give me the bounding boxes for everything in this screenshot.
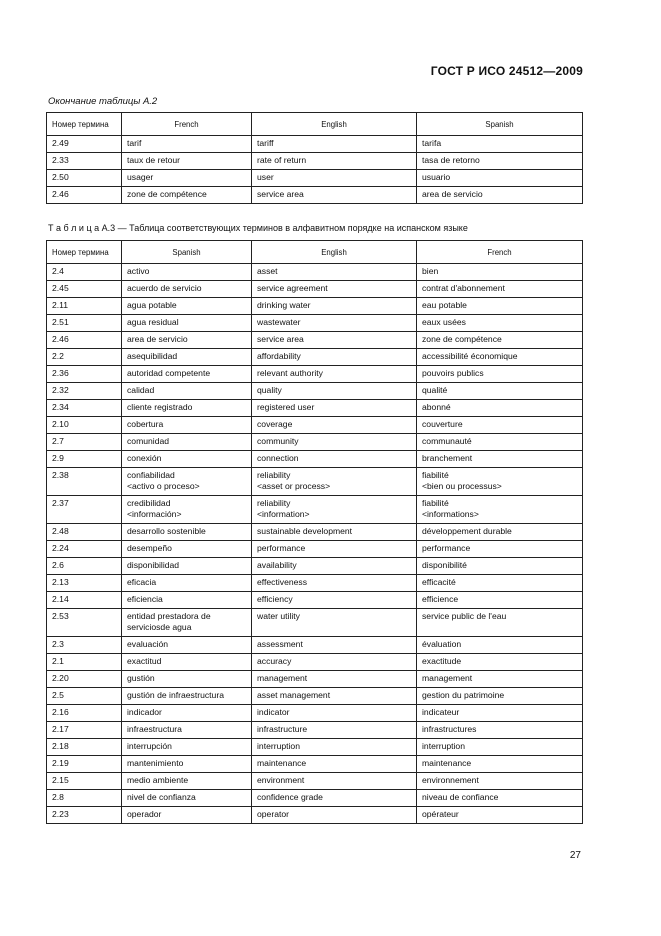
table-cell: efficience xyxy=(417,592,583,609)
table-row xyxy=(47,705,583,722)
table-row xyxy=(47,315,583,332)
table-cell: drinking water xyxy=(252,298,417,315)
table-row xyxy=(47,400,583,417)
table-cell: 2.1 xyxy=(47,654,122,671)
table-cell: 2.32 xyxy=(47,383,122,400)
table-cell: 2.7 xyxy=(47,434,122,451)
table-row xyxy=(47,298,583,315)
table-cell: operator xyxy=(252,807,417,824)
table-row xyxy=(47,592,583,609)
table-cell: rate of return xyxy=(252,153,417,170)
table-cell: conexión xyxy=(122,451,252,468)
table-cell: wastewater xyxy=(252,315,417,332)
table-cell: water utility xyxy=(252,609,417,637)
table-cell: accuracy xyxy=(252,654,417,671)
table-cell: 2.19 xyxy=(47,756,122,773)
table-cell: 2.34 xyxy=(47,400,122,417)
table-cell: 2.6 xyxy=(47,558,122,575)
table-cell: cobertura xyxy=(122,417,252,434)
table-row xyxy=(47,637,583,654)
table-row xyxy=(47,136,583,153)
table-cell: efficacité xyxy=(417,575,583,592)
table-cell: availability xyxy=(252,558,417,575)
table-cell: 2.38 xyxy=(47,468,122,496)
table-cell: entidad prestadora de serviciosde agua xyxy=(122,609,252,637)
table-cell: desempeño xyxy=(122,541,252,558)
table-cell: eficiencia xyxy=(122,592,252,609)
table-cell: 2.13 xyxy=(47,575,122,592)
table-cell: area de servicio xyxy=(122,332,252,349)
column-header: Номер термина xyxy=(47,113,122,136)
table-cell: communauté xyxy=(417,434,583,451)
table-cell: 2.36 xyxy=(47,366,122,383)
table-row xyxy=(47,688,583,705)
table-cell: asequibilidad xyxy=(122,349,252,366)
table-cell: connection xyxy=(252,451,417,468)
table-cell: coverage xyxy=(252,417,417,434)
table-cell: zone de compétence xyxy=(122,187,252,204)
table-cell: tasa de retorno xyxy=(417,153,583,170)
table-row xyxy=(47,541,583,558)
table-cell: 2.4 xyxy=(47,264,122,281)
table-cell: user xyxy=(252,170,417,187)
table-cell: tarifa xyxy=(417,136,583,153)
table-cell: assessment xyxy=(252,637,417,654)
table-row xyxy=(47,349,583,366)
column-header: French xyxy=(417,241,583,264)
table-cell: autoridad competente xyxy=(122,366,252,383)
table-row xyxy=(47,524,583,541)
column-header: Номер термина xyxy=(47,241,122,264)
table-cell: management xyxy=(417,671,583,688)
table-cell: asset xyxy=(252,264,417,281)
table-cell: 2.46 xyxy=(47,332,122,349)
table-cell: gustión xyxy=(122,671,252,688)
table-cell: disponibilidad xyxy=(122,558,252,575)
table-cell: service area xyxy=(252,332,417,349)
table-row xyxy=(47,187,583,204)
table-cell: credibilidad <información> xyxy=(122,496,252,524)
table-cell: taux de retour xyxy=(122,153,252,170)
table-cell: 2.5 xyxy=(47,688,122,705)
table-row xyxy=(47,434,583,451)
table-cell: niveau de confiance xyxy=(417,790,583,807)
table-cell: cliente registrado xyxy=(122,400,252,417)
table-cell: interruption xyxy=(417,739,583,756)
table-cell: efficiency xyxy=(252,592,417,609)
table-row xyxy=(47,575,583,592)
table1-caption: Окончание таблицы А.2 xyxy=(48,96,158,107)
table-row xyxy=(47,722,583,739)
table1-header-row xyxy=(47,113,583,136)
table-cell: 2.15 xyxy=(47,773,122,790)
table-cell: performance xyxy=(252,541,417,558)
table-row xyxy=(47,739,583,756)
table-cell: développement durable xyxy=(417,524,583,541)
column-header: Spanish xyxy=(417,113,583,136)
table-row xyxy=(47,773,583,790)
table-cell: disponibilité xyxy=(417,558,583,575)
table-row xyxy=(47,153,583,170)
table-cell: quality xyxy=(252,383,417,400)
table-cell: 2.3 xyxy=(47,637,122,654)
table-cell: nivel de confianza xyxy=(122,790,252,807)
table-cell: eau potable xyxy=(417,298,583,315)
table-cell: infrastructures xyxy=(417,722,583,739)
table-cell: usuario xyxy=(417,170,583,187)
table2-caption: Т а б л и ц а А.3 — Таблица соответствующих терминов в алфавитном порядке на испанском языке xyxy=(48,223,468,233)
table-cell: service area xyxy=(252,187,417,204)
table-cell: 2.18 xyxy=(47,739,122,756)
table-cell: zone de compétence xyxy=(417,332,583,349)
table-row xyxy=(47,281,583,298)
table-cell: 2.49 xyxy=(47,136,122,153)
table-row xyxy=(47,468,583,496)
table-cell: fiabilité <informations> xyxy=(417,496,583,524)
table-row xyxy=(47,807,583,824)
table-cell: agua residual xyxy=(122,315,252,332)
table-cell: indicator xyxy=(252,705,417,722)
table-cell: 2.45 xyxy=(47,281,122,298)
table-cell: comunidad xyxy=(122,434,252,451)
table-cell: medio ambiente xyxy=(122,773,252,790)
table-cell: sustainable development xyxy=(252,524,417,541)
table-cell: maintenance xyxy=(417,756,583,773)
table-cell: indicateur xyxy=(417,705,583,722)
table-cell: 2.9 xyxy=(47,451,122,468)
page-number: 27 xyxy=(569,850,581,861)
table-cell: area de servicio xyxy=(417,187,583,204)
table2 xyxy=(46,240,583,824)
table-cell: confidence grade xyxy=(252,790,417,807)
table-cell: 2.16 xyxy=(47,705,122,722)
table-cell: performance xyxy=(417,541,583,558)
table-cell: pouvoirs publics xyxy=(417,366,583,383)
table-cell: 2.33 xyxy=(47,153,122,170)
table-cell: desarrollo sostenible xyxy=(122,524,252,541)
table-cell: opérateur xyxy=(417,807,583,824)
table-cell: fiabilité <bien ou processus> xyxy=(417,468,583,496)
table-cell: community xyxy=(252,434,417,451)
table-row xyxy=(47,170,583,187)
table-cell: infrastructure xyxy=(252,722,417,739)
table-cell: branchement xyxy=(417,451,583,468)
table2-body xyxy=(47,264,583,824)
document-title: ГОСТ Р ИСО 24512—2009 xyxy=(430,64,583,78)
table-cell: 2.2 xyxy=(47,349,122,366)
table1 xyxy=(46,112,583,204)
table-cell: 2.11 xyxy=(47,298,122,315)
table-cell: 2.46 xyxy=(47,187,122,204)
table-row xyxy=(47,609,583,637)
column-header: Spanish xyxy=(122,241,252,264)
table-cell: tariff xyxy=(252,136,417,153)
table-cell: 2.10 xyxy=(47,417,122,434)
table-row xyxy=(47,756,583,773)
table-row xyxy=(47,332,583,349)
table-cell: infraestructura xyxy=(122,722,252,739)
table-cell: évaluation xyxy=(417,637,583,654)
table-row xyxy=(47,790,583,807)
table-cell: mantenimiento xyxy=(122,756,252,773)
table1-body xyxy=(47,136,583,204)
table-cell: 2.20 xyxy=(47,671,122,688)
table-cell: environment xyxy=(252,773,417,790)
table-cell: acuerdo de servicio xyxy=(122,281,252,298)
table-row xyxy=(47,366,583,383)
table-cell: service agreement xyxy=(252,281,417,298)
table-cell: 2.14 xyxy=(47,592,122,609)
table-cell: exactitud xyxy=(122,654,252,671)
table-cell: operador xyxy=(122,807,252,824)
table-cell: agua potable xyxy=(122,298,252,315)
table-cell: 2.23 xyxy=(47,807,122,824)
table-cell: confiabilidad <activo o proceso> xyxy=(122,468,252,496)
table-cell: gustión de infraestructura xyxy=(122,688,252,705)
table-cell: maintenance xyxy=(252,756,417,773)
table-cell: interruption xyxy=(252,739,417,756)
table-row xyxy=(47,671,583,688)
table-row xyxy=(47,264,583,281)
table-cell: environnement xyxy=(417,773,583,790)
table-cell: contrat d'abonnement xyxy=(417,281,583,298)
table-cell: 2.50 xyxy=(47,170,122,187)
table-cell: exactitude xyxy=(417,654,583,671)
table-cell: activo xyxy=(122,264,252,281)
table-cell: 2.8 xyxy=(47,790,122,807)
table-row xyxy=(47,558,583,575)
table-cell: 2.24 xyxy=(47,541,122,558)
table-cell: abonné xyxy=(417,400,583,417)
table-cell: 2.48 xyxy=(47,524,122,541)
table-cell: accessibilité économique xyxy=(417,349,583,366)
column-header: English xyxy=(252,113,417,136)
table-cell: 2.37 xyxy=(47,496,122,524)
table-cell: indicador xyxy=(122,705,252,722)
table2-header-row xyxy=(47,241,583,264)
table-cell: eaux usées xyxy=(417,315,583,332)
table-cell: evaluación xyxy=(122,637,252,654)
table-cell: asset management xyxy=(252,688,417,705)
table-cell: service public de l'eau xyxy=(417,609,583,637)
table-cell: usager xyxy=(122,170,252,187)
column-header: English xyxy=(252,241,417,264)
table-cell: 2.53 xyxy=(47,609,122,637)
table-cell: effectiveness xyxy=(252,575,417,592)
table-cell: affordability xyxy=(252,349,417,366)
table-row xyxy=(47,383,583,400)
column-header: French xyxy=(122,113,252,136)
table-cell: reliability <asset or process> xyxy=(252,468,417,496)
table-cell: calidad xyxy=(122,383,252,400)
table-cell: 2.51 xyxy=(47,315,122,332)
table-row xyxy=(47,496,583,524)
table-cell: qualité xyxy=(417,383,583,400)
table-cell: reliability <information> xyxy=(252,496,417,524)
table-cell: gestion du patrimoine xyxy=(417,688,583,705)
table-cell: 2.17 xyxy=(47,722,122,739)
table-row xyxy=(47,451,583,468)
table-cell: tarif xyxy=(122,136,252,153)
table-cell: relevant authority xyxy=(252,366,417,383)
table-row xyxy=(47,654,583,671)
table-row xyxy=(47,417,583,434)
table-cell: registered user xyxy=(252,400,417,417)
table-cell: management xyxy=(252,671,417,688)
table-cell: couverture xyxy=(417,417,583,434)
table-cell: bien xyxy=(417,264,583,281)
table-cell: eficacia xyxy=(122,575,252,592)
table-cell: interrupción xyxy=(122,739,252,756)
